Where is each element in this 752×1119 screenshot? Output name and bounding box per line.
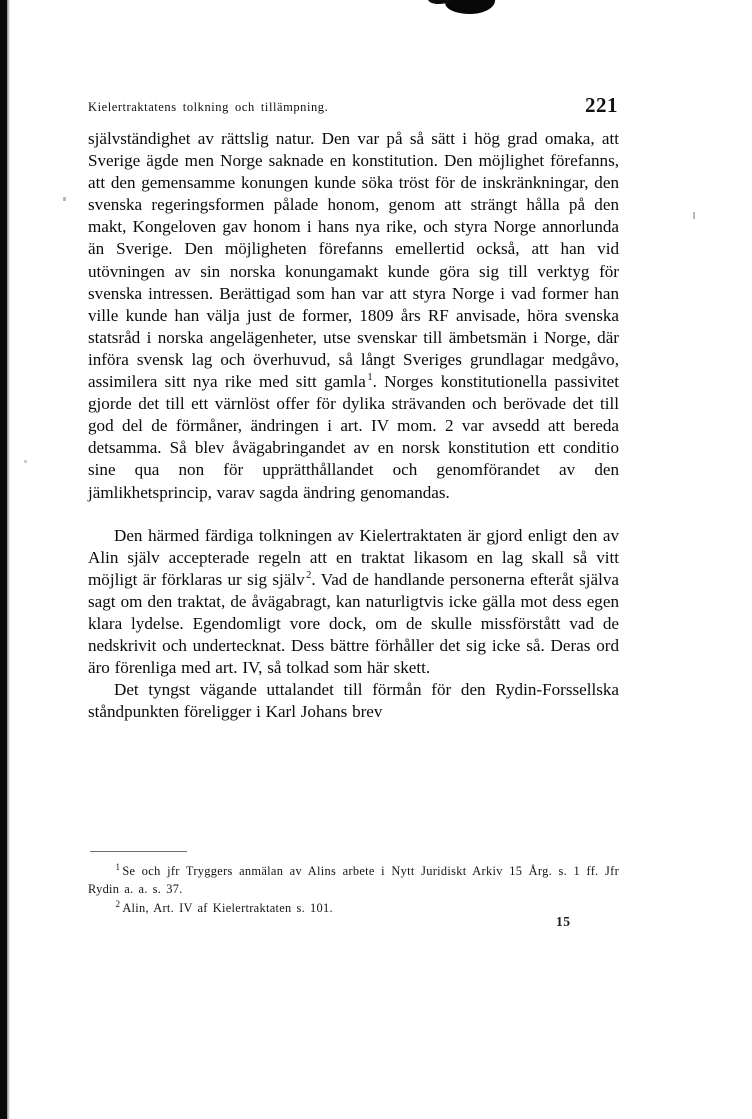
running-head-title: Kielertraktatens tolkning och tillämpning. xyxy=(88,100,329,114)
footnote-marker-2[interactable]: 2 xyxy=(306,570,312,582)
footnote-2-text: Alin, Art. IV af Kielertraktaten s. 101. xyxy=(122,900,333,915)
paragraph-3-text: Det tyngst vägande uttalandet till förmån för den Rydin-Forssellska ståndpunkten föreligger i Karl Johans brev xyxy=(88,680,619,722)
paragraph-1 xyxy=(88,128,619,504)
footnote-1-text: Se och jfr Tryggers anmälan av Alins arbete i Nytt Juridiskt Arkiv 15 Årg. s. 1 ff. Jfr Rydin a. a. s. 37. xyxy=(88,864,619,897)
paragraph-2-text-b: . Vad de handlande personerna efteråt själva sagt om den traktat, de åvägabragt, kan naturligtvis icke gälla mot dess egen klara lydelse. Egendomligt vore dock, om de skulle missförstått vad de nedskrivit och undertecknat. Dess bättre förhåller det sig icke så. Deras ord äro förenliga med art. IV, så tolkad som här skett. xyxy=(88,569,619,678)
scan-blob-artifact xyxy=(444,0,496,15)
paragraph-1-text-a: självständighet av rättslig natur. Den var på så sätt i hög grad omaka, att Sverige ägde men Norge saknade en konstitution. Den möjlighet förefanns, att den gemensamme konungen kunde söka tröst för de inskränkningar, den svenska regeringsformen pålade honom, genom att strängt hålla på den makt, Kongeloven gav honom i hans nya rike, och styra Norge annorlunda än Sverige. Den möjligheten förefanns emellertid också, att han vid utövningen av sin norska konungamakt kunde göra sig till verktyg för svenska intressen. Berättigad som han var att styra Norge i vad former han ville kunde han välja just de former, 1809 års RF anvisade, höra svenska statsråd i norska angelägenheter, utse svenskar till ämbetsmän i Norge, där införa svensk lag och överhuvud, så långt Sveriges grundlagar medgåvo, assimilera sitt nya rike med sitt gamla xyxy=(88,129,619,392)
paragraph-1-text-b: . Norges konstitutionella passivitet gjorde det till ett värnlöst offer för dylika strävanden och berövade det till god del de förmåner, ändringen i art. IV mom. 2 var avsedd att bereda detsamma. Så blev åvägabringandet av en norsk konstitution ett conditio sine qua non för upprätthållandet och genomförandet av den jämlikhetsprincip, varav sagda ändring genomandas. xyxy=(88,372,619,502)
footnote-ref-2[interactable]: 2 xyxy=(115,898,121,909)
scan-speck-artifact xyxy=(63,197,66,201)
footnote-ref-1[interactable]: 1 xyxy=(115,861,121,872)
footnote-separator-rule xyxy=(90,851,187,852)
paragraph-2-text-a: Den härmed färdiga tolkningen av Kielertraktaten är gjord enligt den av Alin själv accepterade regeln att en traktat likasom en lag skall så vitt möjligt är förklaras ur sig själv xyxy=(88,525,619,589)
scan-gutter-fade-artifact xyxy=(7,0,10,1119)
footnote-item xyxy=(88,862,619,899)
footnote-item xyxy=(88,899,619,917)
body-text-block xyxy=(88,128,619,723)
paragraph-2 xyxy=(88,525,619,680)
scan-speck-artifact xyxy=(24,460,27,463)
signature-mark: 15 xyxy=(556,914,571,929)
running-head xyxy=(88,92,618,117)
scan-speck-artifact xyxy=(693,212,695,219)
footnote-marker-1[interactable]: 1 xyxy=(367,372,373,384)
scan-gutter-artifact xyxy=(0,0,7,1119)
page-number: 221 xyxy=(585,93,618,117)
paragraph-3 xyxy=(88,679,619,723)
footnote-block xyxy=(88,862,619,917)
